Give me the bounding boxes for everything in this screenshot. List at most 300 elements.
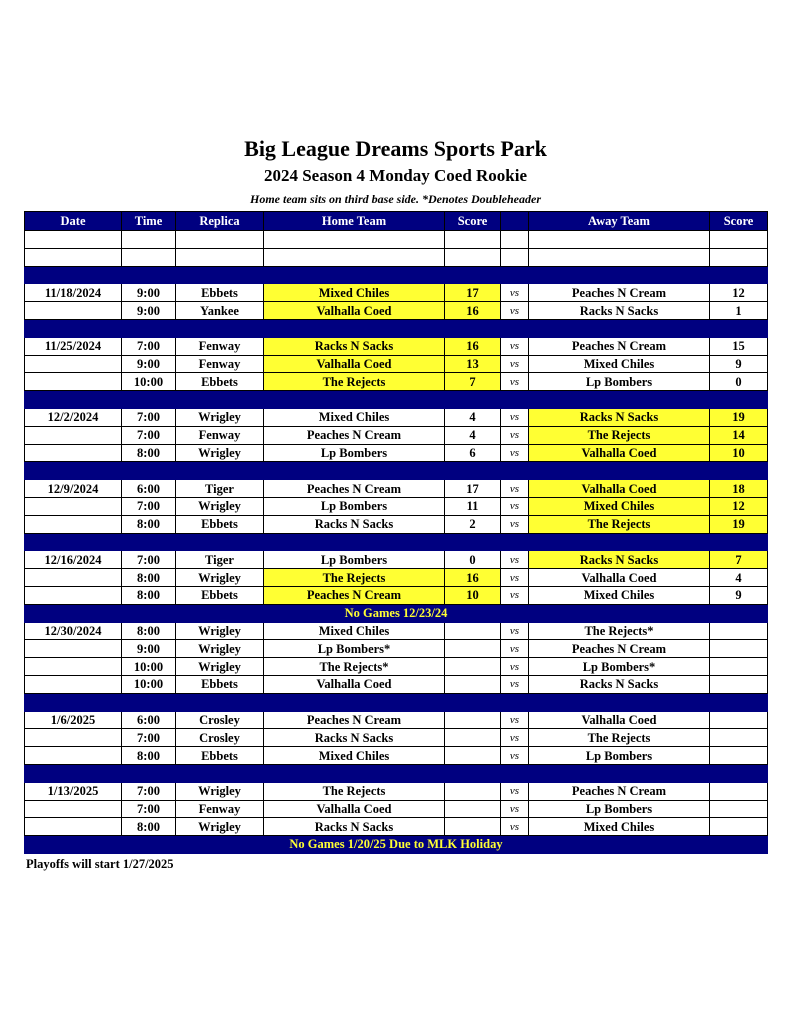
- blank-cell: [501, 248, 529, 266]
- separator-row: [25, 764, 768, 782]
- separator-row: [25, 693, 768, 711]
- separator-cell: [264, 693, 445, 711]
- away-score: 12: [710, 284, 768, 302]
- away-score: 10: [710, 444, 768, 462]
- away-score: [710, 622, 768, 640]
- vs-label: vs: [501, 658, 529, 676]
- separator-cell: [445, 693, 501, 711]
- game-row: [25, 551, 768, 569]
- separator-cell: [501, 462, 529, 480]
- col-replica: Replica: [176, 212, 264, 231]
- home-team: Mixed Chiles: [264, 622, 445, 640]
- blank-cell: [25, 231, 122, 249]
- game-date: 1/6/2025: [25, 711, 122, 729]
- home-team: Mixed Chiles: [264, 747, 445, 765]
- game-time: 7:00: [122, 551, 176, 569]
- away-team: Mixed Chiles: [529, 355, 710, 373]
- separator-row: [25, 533, 768, 551]
- home-team: Valhalla Coed: [264, 355, 445, 373]
- col-away-score: Score: [710, 212, 768, 231]
- away-score: [710, 675, 768, 693]
- home-score: [445, 818, 501, 836]
- vs-label: vs: [501, 640, 529, 658]
- vs-label: vs: [501, 675, 529, 693]
- home-score: 0: [445, 551, 501, 569]
- field-replica: Fenway: [176, 800, 264, 818]
- vs-label: vs: [501, 444, 529, 462]
- separator-cell: [710, 462, 768, 480]
- blank-cell: [122, 231, 176, 249]
- game-time: 7:00: [122, 497, 176, 515]
- home-score: 4: [445, 408, 501, 426]
- separator-cell: [122, 462, 176, 480]
- game-time: 6:00: [122, 711, 176, 729]
- playoffs-note: Playoffs will start 1/27/2025: [26, 857, 174, 871]
- away-score: [710, 640, 768, 658]
- separator-cell: [264, 266, 445, 284]
- separator-cell: [264, 533, 445, 551]
- game-time: 7:00: [122, 800, 176, 818]
- home-score: 11: [445, 497, 501, 515]
- separator-cell: [122, 533, 176, 551]
- away-score: [710, 658, 768, 676]
- col-away-team: Away Team: [529, 212, 710, 231]
- separator-cell: [122, 266, 176, 284]
- game-time: 8:00: [122, 586, 176, 604]
- home-team: Mixed Chiles: [264, 408, 445, 426]
- home-score: 16: [445, 337, 501, 355]
- blank-cell: [264, 231, 445, 249]
- game-row: [25, 622, 768, 640]
- home-score: 17: [445, 284, 501, 302]
- game-row: [25, 800, 768, 818]
- separator-cell: [264, 764, 445, 782]
- home-score: 10: [445, 586, 501, 604]
- away-team: Peaches N Cream: [529, 337, 710, 355]
- away-score: 9: [710, 586, 768, 604]
- blank-cell: [264, 248, 445, 266]
- separator-cell: [710, 693, 768, 711]
- game-date: [25, 302, 122, 320]
- home-team: The Rejects: [264, 782, 445, 800]
- page-title: Big League Dreams Sports Park: [244, 136, 547, 161]
- field-replica: Wrigley: [176, 640, 264, 658]
- home-score: [445, 747, 501, 765]
- home-team: Lp Bombers: [264, 497, 445, 515]
- vs-label: vs: [501, 337, 529, 355]
- game-row: [25, 355, 768, 373]
- blank-cell: [529, 248, 710, 266]
- schedule-table: [24, 211, 768, 854]
- away-score: 7: [710, 551, 768, 569]
- game-time: 7:00: [122, 426, 176, 444]
- separator-cell: [445, 462, 501, 480]
- game-row: [25, 408, 768, 426]
- col-time: Time: [122, 212, 176, 231]
- away-team: Racks N Sacks: [529, 408, 710, 426]
- separator-cell: [176, 266, 264, 284]
- vs-label: vs: [501, 497, 529, 515]
- away-score: [710, 782, 768, 800]
- home-score: [445, 640, 501, 658]
- away-score: 19: [710, 515, 768, 533]
- game-date: [25, 675, 122, 693]
- game-date: 11/18/2024: [25, 284, 122, 302]
- away-score: [710, 800, 768, 818]
- field-replica: Ebbets: [176, 747, 264, 765]
- vs-label: vs: [501, 622, 529, 640]
- vs-label: vs: [501, 408, 529, 426]
- away-score: 4: [710, 569, 768, 587]
- home-team: Peaches N Cream: [264, 711, 445, 729]
- away-team: Valhalla Coed: [529, 711, 710, 729]
- game-date: [25, 640, 122, 658]
- game-row: [25, 284, 768, 302]
- game-row: [25, 747, 768, 765]
- home-team: The Rejects: [264, 569, 445, 587]
- away-score: [710, 818, 768, 836]
- no-games-row: [25, 604, 768, 622]
- home-team: Racks N Sacks: [264, 337, 445, 355]
- game-time: 8:00: [122, 444, 176, 462]
- blank-cell: [445, 231, 501, 249]
- col-home-team: Home Team: [264, 212, 445, 231]
- blank-cell: [529, 231, 710, 249]
- home-team: Peaches N Cream: [264, 426, 445, 444]
- separator-cell: [445, 391, 501, 409]
- separator-cell: [176, 391, 264, 409]
- away-score: 0: [710, 373, 768, 391]
- separator-cell: [710, 319, 768, 337]
- game-date: 12/16/2024: [25, 551, 122, 569]
- field-replica: Fenway: [176, 355, 264, 373]
- away-team: Lp Bombers: [529, 800, 710, 818]
- vs-label: vs: [501, 302, 529, 320]
- home-team: Mixed Chiles: [264, 284, 445, 302]
- no-games-row: [25, 836, 768, 854]
- schedule-body: [25, 231, 768, 854]
- home-score: [445, 711, 501, 729]
- home-team: Peaches N Cream: [264, 480, 445, 498]
- away-team: Peaches N Cream: [529, 640, 710, 658]
- away-score: 14: [710, 426, 768, 444]
- field-replica: Fenway: [176, 426, 264, 444]
- away-team: Lp Bombers: [529, 747, 710, 765]
- game-row: [25, 426, 768, 444]
- separator-cell: [710, 533, 768, 551]
- home-score: 17: [445, 480, 501, 498]
- separator-cell: [501, 266, 529, 284]
- game-date: [25, 800, 122, 818]
- away-score: [710, 711, 768, 729]
- col-home-score: Score: [445, 212, 501, 231]
- vs-label: vs: [501, 355, 529, 373]
- separator-cell: [25, 266, 122, 284]
- separator-cell: [529, 764, 710, 782]
- blank-cell: [25, 248, 122, 266]
- separator-cell: [529, 319, 710, 337]
- game-date: 12/9/2024: [25, 480, 122, 498]
- away-team: Lp Bombers*: [529, 658, 710, 676]
- separator-row: [25, 391, 768, 409]
- page-subtitle: 2024 Season 4 Monday Coed Rookie: [263, 166, 528, 185]
- game-date: 12/2/2024: [25, 408, 122, 426]
- vs-label: vs: [501, 800, 529, 818]
- away-score: [710, 747, 768, 765]
- game-row: [25, 302, 768, 320]
- game-date: [25, 729, 122, 747]
- home-team: Racks N Sacks: [264, 729, 445, 747]
- separator-cell: [25, 462, 122, 480]
- separator-cell: [176, 533, 264, 551]
- away-team: The Rejects: [529, 729, 710, 747]
- blank-cell: [445, 248, 501, 266]
- vs-label: vs: [501, 551, 529, 569]
- separator-cell: [710, 391, 768, 409]
- game-row: [25, 658, 768, 676]
- game-time: 9:00: [122, 284, 176, 302]
- home-team: Valhalla Coed: [264, 302, 445, 320]
- blank-cell: [122, 248, 176, 266]
- separator-cell: [176, 319, 264, 337]
- separator-cell: [122, 764, 176, 782]
- field-replica: Crosley: [176, 711, 264, 729]
- field-replica: Tiger: [176, 551, 264, 569]
- vs-label: vs: [501, 818, 529, 836]
- separator-cell: [264, 391, 445, 409]
- game-row: [25, 818, 768, 836]
- separator-cell: [176, 693, 264, 711]
- game-date: [25, 586, 122, 604]
- field-replica: Wrigley: [176, 497, 264, 515]
- game-row: [25, 444, 768, 462]
- game-row: [25, 675, 768, 693]
- home-score: 16: [445, 302, 501, 320]
- field-replica: Ebbets: [176, 515, 264, 533]
- away-team: The Rejects: [529, 515, 710, 533]
- away-team: Mixed Chiles: [529, 497, 710, 515]
- game-time: 9:00: [122, 302, 176, 320]
- home-score: [445, 622, 501, 640]
- game-time: 8:00: [122, 569, 176, 587]
- separator-cell: [25, 533, 122, 551]
- separator-cell: [710, 266, 768, 284]
- game-date: 1/13/2025: [25, 782, 122, 800]
- away-team: Racks N Sacks: [529, 551, 710, 569]
- away-team: Peaches N Cream: [529, 782, 710, 800]
- game-row: [25, 586, 768, 604]
- home-team: The Rejects*: [264, 658, 445, 676]
- separator-cell: [529, 462, 710, 480]
- separator-cell: [176, 462, 264, 480]
- vs-label: vs: [501, 515, 529, 533]
- blank-cell: [501, 231, 529, 249]
- game-time: 7:00: [122, 408, 176, 426]
- separator-row: [25, 462, 768, 480]
- blank-cell: [176, 248, 264, 266]
- vs-label: vs: [501, 747, 529, 765]
- blank-row: [25, 248, 768, 266]
- field-replica: Yankee: [176, 302, 264, 320]
- separator-cell: [529, 391, 710, 409]
- separator-cell: [25, 391, 122, 409]
- home-team: Racks N Sacks: [264, 818, 445, 836]
- game-time: 9:00: [122, 355, 176, 373]
- no-games-note: No Games 1/20/25 Due to MLK Holiday: [25, 836, 768, 854]
- separator-cell: [445, 266, 501, 284]
- home-score: [445, 658, 501, 676]
- separator-cell: [501, 533, 529, 551]
- away-team: Mixed Chiles: [529, 586, 710, 604]
- away-team: Valhalla Coed: [529, 569, 710, 587]
- game-time: 10:00: [122, 658, 176, 676]
- game-date: [25, 569, 122, 587]
- home-score: 6: [445, 444, 501, 462]
- game-time: 7:00: [122, 782, 176, 800]
- game-row: [25, 373, 768, 391]
- field-replica: Wrigley: [176, 622, 264, 640]
- vs-label: vs: [501, 426, 529, 444]
- separator-cell: [122, 319, 176, 337]
- home-team: Lp Bombers: [264, 551, 445, 569]
- away-score: 15: [710, 337, 768, 355]
- separator-cell: [25, 319, 122, 337]
- field-replica: Ebbets: [176, 675, 264, 693]
- game-row: [25, 569, 768, 587]
- blank-cell: [710, 231, 768, 249]
- separator-cell: [501, 391, 529, 409]
- separator-cell: [529, 533, 710, 551]
- away-team: The Rejects*: [529, 622, 710, 640]
- game-date: [25, 818, 122, 836]
- vs-label: vs: [501, 729, 529, 747]
- game-time: 8:00: [122, 747, 176, 765]
- vs-label: vs: [501, 569, 529, 587]
- game-row: [25, 782, 768, 800]
- separator-cell: [25, 693, 122, 711]
- home-score: 4: [445, 426, 501, 444]
- home-score: 16: [445, 569, 501, 587]
- game-time: 9:00: [122, 640, 176, 658]
- blank-cell: [176, 231, 264, 249]
- game-date: [25, 747, 122, 765]
- field-replica: Crosley: [176, 729, 264, 747]
- away-score: 9: [710, 355, 768, 373]
- game-date: 12/30/2024: [25, 622, 122, 640]
- separator-cell: [710, 764, 768, 782]
- vs-label: vs: [501, 480, 529, 498]
- vs-label: vs: [501, 586, 529, 604]
- away-team: Valhalla Coed: [529, 480, 710, 498]
- field-replica: Tiger: [176, 480, 264, 498]
- away-team: Lp Bombers: [529, 373, 710, 391]
- game-row: [25, 711, 768, 729]
- home-score: [445, 800, 501, 818]
- field-replica: Wrigley: [176, 408, 264, 426]
- game-row: [25, 729, 768, 747]
- game-time: 8:00: [122, 818, 176, 836]
- separator-cell: [122, 391, 176, 409]
- game-date: 11/25/2024: [25, 337, 122, 355]
- game-date: [25, 444, 122, 462]
- field-replica: Wrigley: [176, 818, 264, 836]
- separator-row: [25, 266, 768, 284]
- game-time: 6:00: [122, 480, 176, 498]
- game-time: 10:00: [122, 675, 176, 693]
- away-team: Racks N Sacks: [529, 675, 710, 693]
- separator-cell: [501, 693, 529, 711]
- home-score: 13: [445, 355, 501, 373]
- separator-cell: [445, 764, 501, 782]
- game-row: [25, 480, 768, 498]
- home-team: Valhalla Coed: [264, 800, 445, 818]
- field-replica: Ebbets: [176, 586, 264, 604]
- game-time: 8:00: [122, 622, 176, 640]
- home-team: Racks N Sacks: [264, 515, 445, 533]
- away-score: [710, 729, 768, 747]
- separator-cell: [176, 764, 264, 782]
- game-date: [25, 373, 122, 391]
- no-games-note: No Games 12/23/24: [25, 604, 768, 622]
- separator-cell: [529, 266, 710, 284]
- away-score: 19: [710, 408, 768, 426]
- game-date: [25, 497, 122, 515]
- home-team: Lp Bombers*: [264, 640, 445, 658]
- col-date: Date: [25, 212, 122, 231]
- game-row: [25, 640, 768, 658]
- separator-cell: [264, 319, 445, 337]
- blank-cell: [710, 248, 768, 266]
- separator-cell: [25, 764, 122, 782]
- away-team: Mixed Chiles: [529, 818, 710, 836]
- col-vs: [501, 212, 529, 231]
- home-score: 7: [445, 373, 501, 391]
- home-team: The Rejects: [264, 373, 445, 391]
- blank-row: [25, 231, 768, 249]
- home-team: Valhalla Coed: [264, 675, 445, 693]
- away-team: Valhalla Coed: [529, 444, 710, 462]
- vs-label: vs: [501, 711, 529, 729]
- separator-cell: [445, 319, 501, 337]
- separator-row: [25, 319, 768, 337]
- game-date: [25, 355, 122, 373]
- separator-cell: [264, 462, 445, 480]
- away-team: The Rejects: [529, 426, 710, 444]
- game-time: 8:00: [122, 515, 176, 533]
- separator-cell: [501, 319, 529, 337]
- game-date: [25, 658, 122, 676]
- game-row: [25, 515, 768, 533]
- field-replica: Ebbets: [176, 373, 264, 391]
- home-team: Peaches N Cream: [264, 586, 445, 604]
- field-replica: Ebbets: [176, 284, 264, 302]
- away-team: Racks N Sacks: [529, 302, 710, 320]
- vs-label: vs: [501, 782, 529, 800]
- field-replica: Wrigley: [176, 658, 264, 676]
- vs-label: vs: [501, 373, 529, 391]
- away-team: Peaches N Cream: [529, 284, 710, 302]
- game-time: 7:00: [122, 337, 176, 355]
- away-score: 1: [710, 302, 768, 320]
- vs-label: vs: [501, 284, 529, 302]
- field-replica: Fenway: [176, 337, 264, 355]
- game-row: [25, 497, 768, 515]
- separator-cell: [501, 764, 529, 782]
- game-date: [25, 515, 122, 533]
- game-time: 7:00: [122, 729, 176, 747]
- schedule-note: Home team sits on third base side. *Denotes Doubleheader: [250, 192, 541, 206]
- separator-cell: [122, 693, 176, 711]
